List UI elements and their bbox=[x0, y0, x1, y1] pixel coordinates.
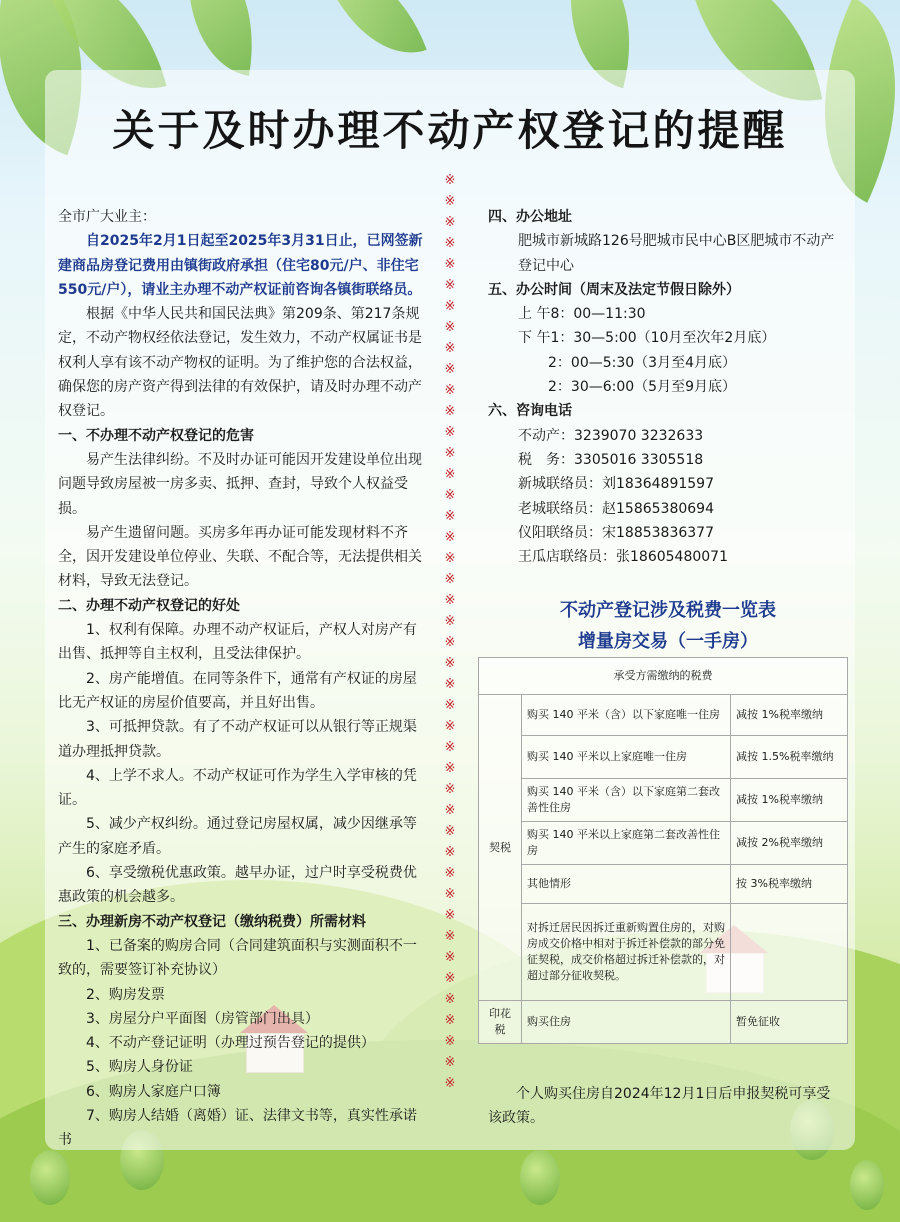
section-paragraph: 易产生遗留问题。买房多年再办证可能发现材料不齐全，因开发建设单位停业、失联、不配合等，无法提供相关材料，导致无法登记。 bbox=[58, 524, 422, 590]
phone-line: 不动产：3239070 3232633 bbox=[518, 427, 704, 444]
table-cell: 按 3%税率缴纳 bbox=[731, 865, 848, 904]
ornament-glyph: ※ bbox=[444, 509, 456, 524]
ornament-glyph: ※ bbox=[444, 236, 456, 251]
table-cell: 购买 140 平米（含）以下家庭第二套改善性住房 bbox=[522, 779, 731, 822]
ornament-glyph: ※ bbox=[444, 824, 456, 839]
ornament-glyph: ※ bbox=[444, 971, 456, 986]
ornament-glyph: ※ bbox=[444, 299, 456, 314]
ornament-glyph: ※ bbox=[444, 845, 456, 860]
ornament-glyph: ※ bbox=[444, 278, 456, 293]
table-cell: 购买 140 平米以上家庭第二套改善性住房 bbox=[522, 822, 731, 865]
stamp-tax-label: 印花税 bbox=[479, 1001, 522, 1044]
table-cell: 暂免征收 bbox=[731, 1001, 848, 1044]
ornament-glyph: ※ bbox=[444, 761, 456, 776]
table-cell: 减按 1%税率缴纳 bbox=[731, 695, 848, 736]
deed-tax-label: 契税 bbox=[479, 695, 522, 1001]
tree bbox=[850, 1160, 884, 1210]
ornament-glyph: ※ bbox=[444, 1013, 456, 1028]
ornament-glyph: ※ bbox=[444, 740, 456, 755]
ornament-glyph: ※ bbox=[444, 194, 456, 209]
ornament-glyph: ※ bbox=[444, 1034, 456, 1049]
phone-line: 新城联络员：刘18364891597 bbox=[518, 476, 714, 493]
section-paragraph: 5、减少产权纠纷。通过登记房屋权属，减少因继承等产生的家庭矛盾。 bbox=[58, 816, 417, 857]
ornament-glyph: ※ bbox=[444, 446, 456, 461]
ornament-glyph: ※ bbox=[444, 782, 456, 797]
ornament-glyph: ※ bbox=[444, 425, 456, 440]
ornament-glyph: ※ bbox=[444, 320, 456, 335]
list-item: 7、购房人结婚（离婚）证、法律文书等，真实性承诺书 bbox=[58, 1107, 417, 1149]
table-cell: 购买 140 平米以上家庭唯一住房 bbox=[522, 736, 731, 779]
tax-table-subtitle: 增量房交易（一手房） bbox=[578, 631, 758, 653]
office-hours-line: 2：30—6:00（5月至9月底） bbox=[548, 379, 736, 396]
table-row bbox=[479, 904, 848, 1001]
ornament-glyph: ※ bbox=[444, 677, 456, 692]
section-heading: 六、咨询电话 bbox=[488, 403, 572, 420]
ornament-glyph: ※ bbox=[444, 614, 456, 629]
table-row bbox=[479, 695, 848, 736]
list-item: 2、购房发票 bbox=[86, 986, 165, 1003]
tax-table-title: 不动产登记涉及税费一览表 bbox=[560, 600, 776, 622]
office-hours-line: 下 午1：30—5:00（10月至次年2月底） bbox=[518, 330, 776, 347]
ornament-glyph: ※ bbox=[444, 992, 456, 1007]
ornament-glyph: ※ bbox=[444, 530, 456, 545]
section-paragraph: 易产生法律纠纷。不及时办证可能因开发建设单位出现问题导致房屋被一房多卖、抵押、查封，导致个人权益受损。 bbox=[58, 451, 422, 517]
ornament-glyph: ※ bbox=[444, 488, 456, 503]
table-row bbox=[479, 736, 848, 779]
leaf-decoration bbox=[170, 0, 270, 76]
ornament-glyph: ※ bbox=[444, 257, 456, 272]
table-row bbox=[479, 658, 848, 695]
phone-line: 仪阳联络员：宋18853836377 bbox=[518, 524, 714, 541]
table-cell: 减按 2%税率缴纳 bbox=[731, 822, 848, 865]
ornament-glyph: ※ bbox=[444, 698, 456, 713]
section-heading: 五、办公时间（周末及法定节假日除外） bbox=[488, 281, 740, 298]
ornament-glyph: ※ bbox=[444, 908, 456, 923]
greeting: 全市广大业主： bbox=[58, 209, 156, 225]
table-cell: 对拆迁居民因拆迁重新购置住房的，对购房成交价格中相对于拆迁补偿款的部分免征契税，成交价格超过拆迁补偿款的，对超过部分征收契税。 bbox=[522, 904, 731, 1001]
table-row bbox=[479, 779, 848, 822]
section-heading: 一、不办理不动产权登记的危害 bbox=[58, 427, 254, 444]
table-cell bbox=[731, 904, 848, 1001]
section-heading: 三、办理新房不动产权登记（缴纳税费）所需材料 bbox=[58, 913, 366, 930]
ornament-divider bbox=[441, 170, 459, 1100]
list-item: 1、已备案的购房合同（合同建筑面积与实测面积不一致的，需要签订补充协议） bbox=[58, 937, 417, 979]
policy-note: 个人购买住房自2024年12月1日后申报契税可享受该政策。 bbox=[488, 1086, 831, 1126]
ornament-glyph: ※ bbox=[444, 173, 456, 188]
section-paragraph: 3、可抵押贷款。有了不动产权证可以从银行等正规渠道办理抵押贷款。 bbox=[58, 719, 417, 760]
ornament-glyph: ※ bbox=[444, 593, 456, 608]
leaf-decoration bbox=[323, 0, 426, 74]
ornament-glyph: ※ bbox=[444, 803, 456, 818]
ornament-glyph: ※ bbox=[444, 1055, 456, 1070]
phone-line: 税 务：3305016 3305518 bbox=[518, 451, 704, 468]
section-paragraph: 6、享受缴税优惠政策。越早办证，过户时享受税费优惠政策的机会越多。 bbox=[58, 865, 417, 906]
ornament-glyph: ※ bbox=[444, 341, 456, 356]
ornament-glyph: ※ bbox=[444, 929, 456, 944]
ornament-glyph: ※ bbox=[444, 362, 456, 377]
office-hours-line: 上 午8：00—11:30 bbox=[518, 306, 646, 323]
list-item: 6、购房人家庭户口簿 bbox=[86, 1083, 221, 1100]
tree bbox=[520, 1150, 560, 1205]
section-paragraph: 4、上学不求人。不动产权证可作为学生入学审核的凭证。 bbox=[58, 767, 417, 809]
table-cell: 购买住房 bbox=[522, 1001, 731, 1044]
list-item: 5、购房人身份证 bbox=[86, 1059, 193, 1076]
office-address: 肥城市新城路126号肥城市民中心B区肥城市不动产登记中心 bbox=[518, 233, 835, 274]
ornament-glyph: ※ bbox=[444, 656, 456, 671]
tax-table bbox=[478, 657, 848, 1044]
tree bbox=[30, 1150, 70, 1205]
table-cell: 减按 1.5%税率缴纳 bbox=[731, 736, 848, 779]
phone-line: 王瓜店联络员：张18605480071 bbox=[518, 549, 728, 566]
left-column bbox=[58, 205, 423, 1153]
right-column bbox=[488, 205, 848, 657]
ornament-glyph: ※ bbox=[444, 719, 456, 734]
section-heading: 二、办理不动产权登记的好处 bbox=[58, 597, 240, 614]
section-paragraph: 1、权利有保障。办理不动产权证后，产权人对房产有出售、抵押等自主权利，且受法律保护。 bbox=[58, 622, 417, 663]
fee-notice: 自2025年2月1日起至2025年3月31日止，已网签新建商品房登记费用由镇街政府承担（住宅80元/户、非住宅550元/户），请业主办理不动产权证前咨询各镇街联络员。 bbox=[58, 233, 423, 298]
ornament-glyph: ※ bbox=[444, 950, 456, 965]
table-cell: 其他情形 bbox=[522, 865, 731, 904]
section-paragraph: 2、房产能增值。在同等条件下，通常有产权证的房屋比无产权证的房屋价值要高，并且好出售。 bbox=[58, 670, 417, 711]
page-title: 关于及时办理不动产权登记的提醒 bbox=[112, 106, 788, 155]
section-heading: 四、办公地址 bbox=[488, 209, 572, 225]
ornament-glyph: ※ bbox=[444, 383, 456, 398]
list-item: 4、不动产登记证明（办理过预告登记的提供） bbox=[86, 1035, 375, 1052]
law-paragraph: 根据《中华人民共和国民法典》第209条、第217条规定，不动产物权经依法登记，发生效力，不动产权属证书是权利人享有该不动产物权的证明。为了维护您的合法权益，确保您的房产资产得到法律的有效保护，请及时办理不动产权登记。 bbox=[58, 306, 422, 420]
ornament-glyph: ※ bbox=[444, 1076, 456, 1091]
table-cell: 减按 1%税率缴纳 bbox=[731, 779, 848, 822]
ornament-glyph: ※ bbox=[444, 866, 456, 881]
ornament-glyph: ※ bbox=[444, 467, 456, 482]
table-row bbox=[479, 822, 848, 865]
ornament-glyph: ※ bbox=[444, 215, 456, 230]
ornament-glyph: ※ bbox=[444, 887, 456, 902]
list-item: 3、房屋分户平面图（房管部门出具） bbox=[86, 1010, 319, 1027]
ornament-glyph: ※ bbox=[444, 551, 456, 566]
ornament-glyph: ※ bbox=[444, 572, 456, 587]
office-hours-line: 2：00—5:30（3月至4月底） bbox=[548, 354, 736, 371]
ornament-glyph: ※ bbox=[444, 635, 456, 650]
table-header: 承受方需缴纳的税费 bbox=[479, 658, 848, 695]
ornament-glyph: ※ bbox=[444, 404, 456, 419]
table-cell: 购买 140 平米（含）以下家庭唯一住房 bbox=[522, 695, 731, 736]
phone-line: 老城联络员：赵15865380694 bbox=[518, 500, 714, 517]
table-row bbox=[479, 1001, 848, 1044]
table-row bbox=[479, 865, 848, 904]
